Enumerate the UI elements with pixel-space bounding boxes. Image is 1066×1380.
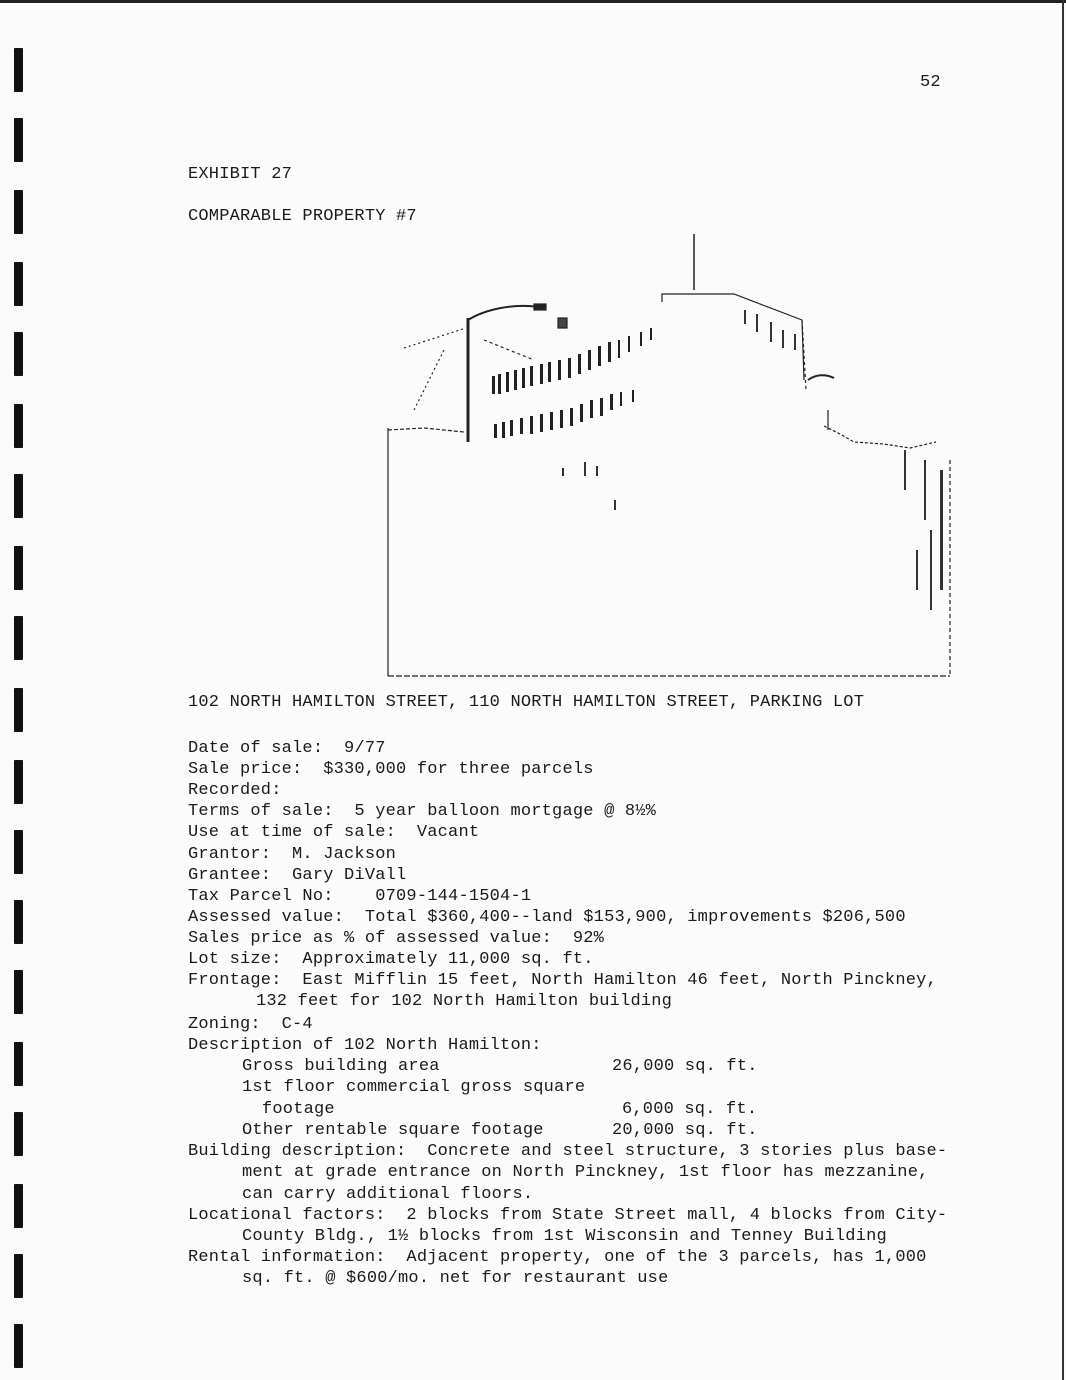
binding-hole — [14, 1254, 23, 1298]
building-description: Building description: Concrete and steel structure, 3 stories plus base- — [188, 1142, 948, 1161]
binding-hole — [14, 1112, 23, 1156]
photo-caption: 102 NORTH HAMILTON STREET, 110 NORTH HAMILTON STREET, PARKING LOT — [188, 693, 865, 712]
tax-parcel-no: Tax Parcel No: 0709-144-1504-1 — [188, 887, 532, 906]
binding-hole — [14, 830, 23, 874]
binding-hole — [14, 48, 23, 92]
rental-information: Rental information: Adjacent property, one of the 3 parcels, has 1,000 — [188, 1248, 927, 1267]
assessed-value: Assessed value: Total $360,400--land $153,900, improvements $206,500 — [188, 908, 906, 927]
property-title: COMPARABLE PROPERTY #7 — [188, 207, 417, 226]
building-photo — [384, 230, 956, 680]
sale-price: Sale price: $330,000 for three parcels — [188, 760, 594, 779]
page-right-edge — [1062, 0, 1064, 1380]
gross-area-label: Gross building area — [242, 1057, 440, 1076]
binding-hole — [14, 118, 23, 162]
other-rentable-value: 20,000 sq. ft. — [612, 1121, 758, 1140]
binding-hole — [14, 970, 23, 1014]
first-floor-label-continued: footage — [262, 1100, 335, 1119]
recorded: Recorded: — [188, 781, 282, 800]
binding-hole — [14, 1184, 23, 1228]
other-rentable-label: Other rentable square footage — [242, 1121, 544, 1140]
date-of-sale: Date of sale: 9/77 — [188, 739, 386, 758]
lot-size: Lot size: Approximately 11,000 sq. ft. — [188, 950, 594, 969]
zoning: Zoning: C-4 — [188, 1015, 313, 1034]
locational-factors: Locational factors: 2 blocks from State Street mall, 4 blocks from City- — [188, 1206, 948, 1225]
first-floor-value: 6,000 sq. ft. — [622, 1100, 758, 1119]
sales-price-pct-assessed: Sales price as % of assessed value: 92% — [188, 929, 605, 948]
frontage: Frontage: East Mifflin 15 feet, North Hamilton 46 feet, North Pinckney, — [188, 971, 937, 990]
binding-hole — [14, 474, 23, 518]
page-number: 52 — [920, 73, 941, 92]
binding-hole — [14, 262, 23, 306]
locational-factors-continued: County Bldg., 1½ blocks from 1st Wisconsin and Tenney Building — [242, 1227, 887, 1246]
binding-hole — [14, 332, 23, 376]
binding-hole — [14, 1042, 23, 1086]
first-floor-label: 1st floor commercial gross square — [242, 1078, 586, 1097]
binding-hole — [14, 900, 23, 944]
description-heading: Description of 102 North Hamilton: — [188, 1036, 542, 1055]
binding-hole — [14, 616, 23, 660]
exhibit-label: EXHIBIT 27 — [188, 165, 293, 184]
binding-hole — [14, 546, 23, 590]
gross-area-value: 26,000 sq. ft. — [612, 1057, 758, 1076]
binding-hole — [14, 404, 23, 448]
binding-hole — [14, 760, 23, 804]
rental-information-continued: sq. ft. @ $600/mo. net for restaurant use — [242, 1269, 669, 1288]
grantor: Grantor: M. Jackson — [188, 845, 397, 864]
building-description-end: can carry additional floors. — [242, 1185, 534, 1204]
page-top-edge — [0, 0, 1066, 3]
binding-hole — [14, 190, 23, 234]
use-at-time-of-sale: Use at time of sale: Vacant — [188, 823, 480, 842]
binding-hole — [14, 1324, 23, 1368]
building-description-continued: ment at grade entrance on North Pinckney, 1st floor has mezzanine, — [242, 1163, 929, 1182]
terms-of-sale: Terms of sale: 5 year balloon mortgage @ 8½% — [188, 802, 657, 821]
grantee: Grantee: Gary DiVall — [188, 866, 407, 885]
frontage-continued: 132 feet for 102 North Hamilton building — [256, 992, 673, 1011]
binding-hole — [14, 688, 23, 732]
